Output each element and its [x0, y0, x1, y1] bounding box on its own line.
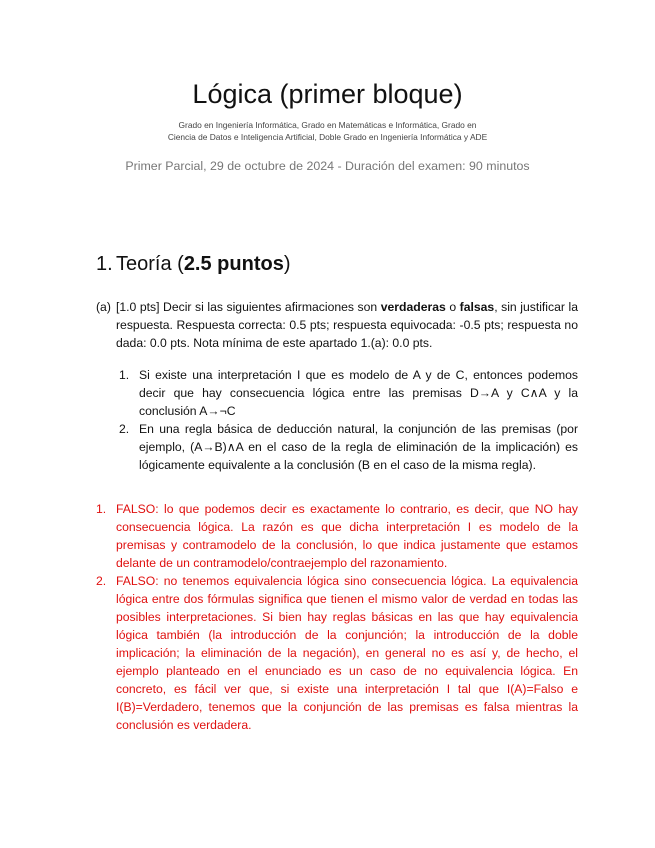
question-a-false-word: falsas [459, 300, 495, 314]
question-a-marker: (a) [96, 300, 111, 314]
section-number: 1. [96, 253, 113, 275]
answer-list [96, 500, 578, 734]
degree-programs [100, 119, 555, 143]
statement-number: 1. [119, 368, 130, 382]
exam-info: Primer Parcial, 29 de octubre de 2024 - Duración del examen: 90 minutos [125, 159, 530, 173]
section-points: 2.5 puntos [183, 253, 284, 275]
statement-list [119, 366, 578, 474]
statement-text: Si existe una interpretación I que es modelo de A y de C, entonces podemos decir que hay consecuencia lógica entre las premisas D→A y C∧A y la conclusión A→¬C [139, 368, 578, 418]
statement-item [119, 366, 578, 420]
statement-text: En una regla básica de deducción natural, la conjunción de las premisas (por ejemplo, (A→B)∧A en el caso de la regla de eliminación de la implicación) es lógicamente equivalente a la conclusión (B en el caso de la misma regla). [139, 422, 578, 472]
document-title: Lógica (primer bloque) [192, 79, 463, 109]
question-a-or: o [445, 300, 460, 314]
question-a [96, 298, 578, 352]
answer-number: 2. [96, 574, 107, 588]
statement-number: 2. [119, 422, 130, 436]
statement-item [119, 420, 578, 474]
answer-item [96, 500, 578, 572]
section-title-text: Teoría ( [116, 253, 184, 275]
section-heading [96, 251, 291, 277]
question-a-rest: , sin justificar la respuesta. Respuesta correcta: 0.5 pts; respuesta equivocada: -0.5 pts; respuesta no dada: 0.0 pts. Nota mínima de este apartado 1.(a): 0.0 pts. [116, 300, 578, 350]
answer-item [96, 572, 578, 734]
section-title-end: ) [283, 253, 291, 275]
degree-programs-line-2: Ciencia de Datos e Inteligencia Artificial, Doble Grado en Ingeniería Informática y ADE [167, 132, 488, 142]
question-a-true-word: verdaderas [380, 300, 446, 314]
answer-number: 1. [96, 502, 107, 516]
question-a-text [116, 298, 578, 352]
question-a-intro: [1.0 pts] Decir si las siguientes afirmaciones son [116, 300, 381, 314]
answer-text: FALSO: no tenemos equivalencia lógica sino consecuencia lógica. La equivalencia lógica entre dos fórmulas significa que tienen el mismo valor de verdad en todas las posibles interpretaciones. Si bien hay reglas básicas en las que hay equivalencia lógica también (la introducción de la conjunción; la introducción de la doble implicación; la eliminación de la negación), en general no es así y, de hecho, el ejemplo planteado en el enunciado es un caso de no equivalencia lógica. En concreto, es fácil ver que, si existe una interpretación I tal que I(A)=Falso e I(B)=Verdadero, tenemos que la conjunción de las premisas es falsa mientras la conclusión es verdadera. [116, 574, 578, 732]
answer-text: FALSO: lo que podemos decir es exactamente lo contrario, es decir, que NO hay consecuencia lógica. La razón es que dicha interpretación I es modelo de la premisas y contramodelo de la conclusión, lo que indica justamente que estamos delante de un contramodelo/contraejemplo del razonamiento. [116, 502, 578, 570]
degree-programs-line-1: Grado en Ingeniería Informática, Grado en Matemáticas e Informática, Grado en [178, 120, 477, 130]
